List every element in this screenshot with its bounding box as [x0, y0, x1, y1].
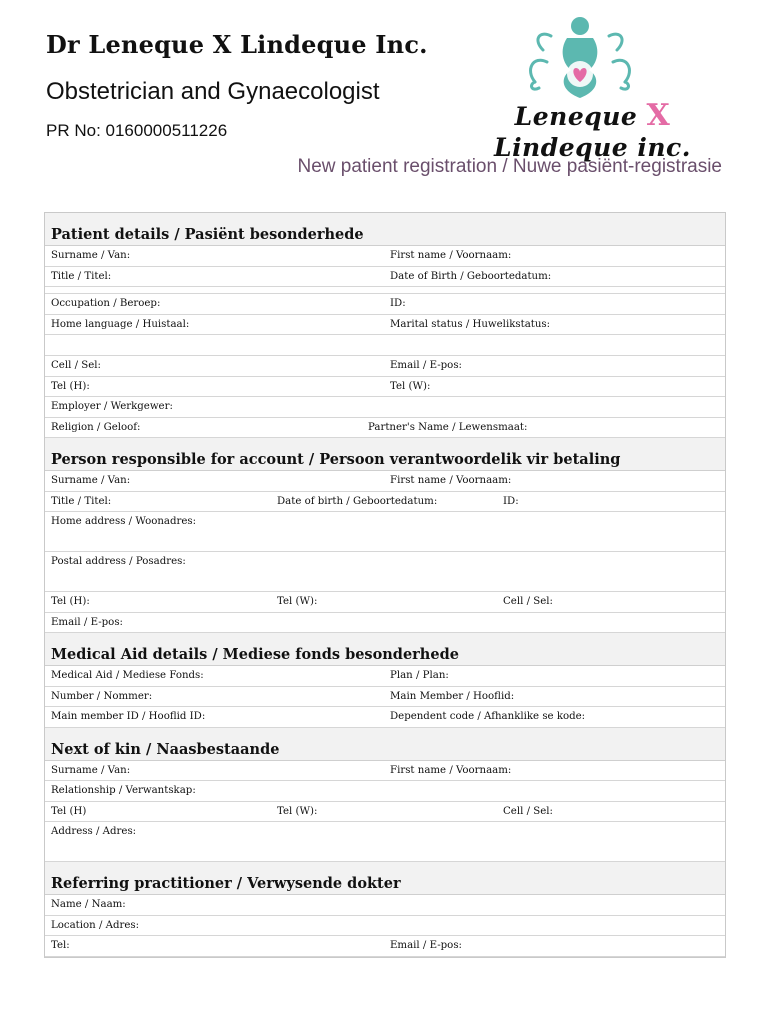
practice-name: Dr Leneque X Lindeque Inc. — [46, 30, 428, 59]
section-referring-practitioner: Referring practitioner / Verwysende dokter — [45, 862, 725, 895]
form-row[interactable]: Surname / Van: First name / Voornaam: — [45, 761, 725, 782]
form-row[interactable]: Surname / Van: First name / Voornaam: — [45, 246, 725, 267]
section-next-of-kin: Next of kin / Naasbestaande — [45, 728, 725, 761]
practice-logo — [455, 10, 730, 162]
practice-number: PR No: 0160000511226 — [46, 121, 228, 140]
form-row[interactable]: Occupation / Beroep: ID: — [45, 294, 725, 315]
form-heading: New patient registration / Nuwe pasiënt-registrasie — [297, 156, 722, 177]
spacer — [45, 335, 725, 356]
form-row[interactable]: Title / Titel: Date of Birth / Geboortedatum: — [45, 267, 725, 288]
form-row[interactable]: Location / Adres: — [45, 916, 725, 937]
registration-form — [44, 212, 726, 958]
form-row[interactable]: Religion / Geloof: Partner's Name / Lewensmaat: — [45, 418, 725, 439]
form-row[interactable]: Email / E-pos: — [45, 613, 725, 634]
form-row[interactable]: Tel (H): Tel (W): Cell / Sel: — [45, 592, 725, 613]
form-row[interactable]: Tel (H): Tel (W): — [45, 377, 725, 398]
spacer — [45, 287, 725, 294]
form-row[interactable]: Employer / Werkgewer: — [45, 397, 725, 418]
form-row[interactable]: Number / Nommer: Main Member / Hooflid: — [45, 687, 725, 708]
section-medical-aid: Medical Aid details / Mediese fonds besonderhede — [45, 633, 725, 666]
form-row[interactable]: Cell / Sel: Email / E-pos: — [45, 356, 725, 377]
form-row[interactable]: Postal address / Posadres: — [45, 552, 725, 592]
form-row[interactable]: Address / Adres: — [45, 822, 725, 862]
form-row[interactable]: Home language / Huistaal: Marital status / Huwelikstatus: — [45, 315, 725, 336]
section-patient-details: Patient details / Pasiënt besonderhede — [45, 213, 725, 246]
form-row[interactable]: Tel (H) Tel (W): Cell / Sel: — [45, 802, 725, 823]
form-row[interactable]: Title / Titel: Date of birth / Geboortedatum: ID: — [45, 492, 725, 513]
practice-speciality: Obstetrician and Gynaecologist — [46, 78, 380, 105]
logo-wordmark: Leneque X Lindeque inc. — [493, 98, 691, 162]
form-row[interactable]: Home address / Woonadres: — [45, 512, 725, 552]
section-account-holder: Person responsible for account / Persoon verantwoordelik vir betaling — [45, 438, 725, 471]
form-row[interactable]: Relationship / Verwantskap: — [45, 781, 725, 802]
form-row[interactable]: Tel: Email / E-pos: — [45, 936, 725, 957]
mother-baby-logo-icon — [455, 10, 730, 105]
form-row[interactable]: Surname / Van: First name / Voornaam: — [45, 471, 725, 492]
form-row[interactable]: Main member ID / Hooflid ID: Dependent code / Afhanklike se kode: — [45, 707, 725, 728]
form-row[interactable]: Medical Aid / Mediese Fonds: Plan / Plan: — [45, 666, 725, 687]
form-row[interactable]: Name / Naam: — [45, 895, 725, 916]
